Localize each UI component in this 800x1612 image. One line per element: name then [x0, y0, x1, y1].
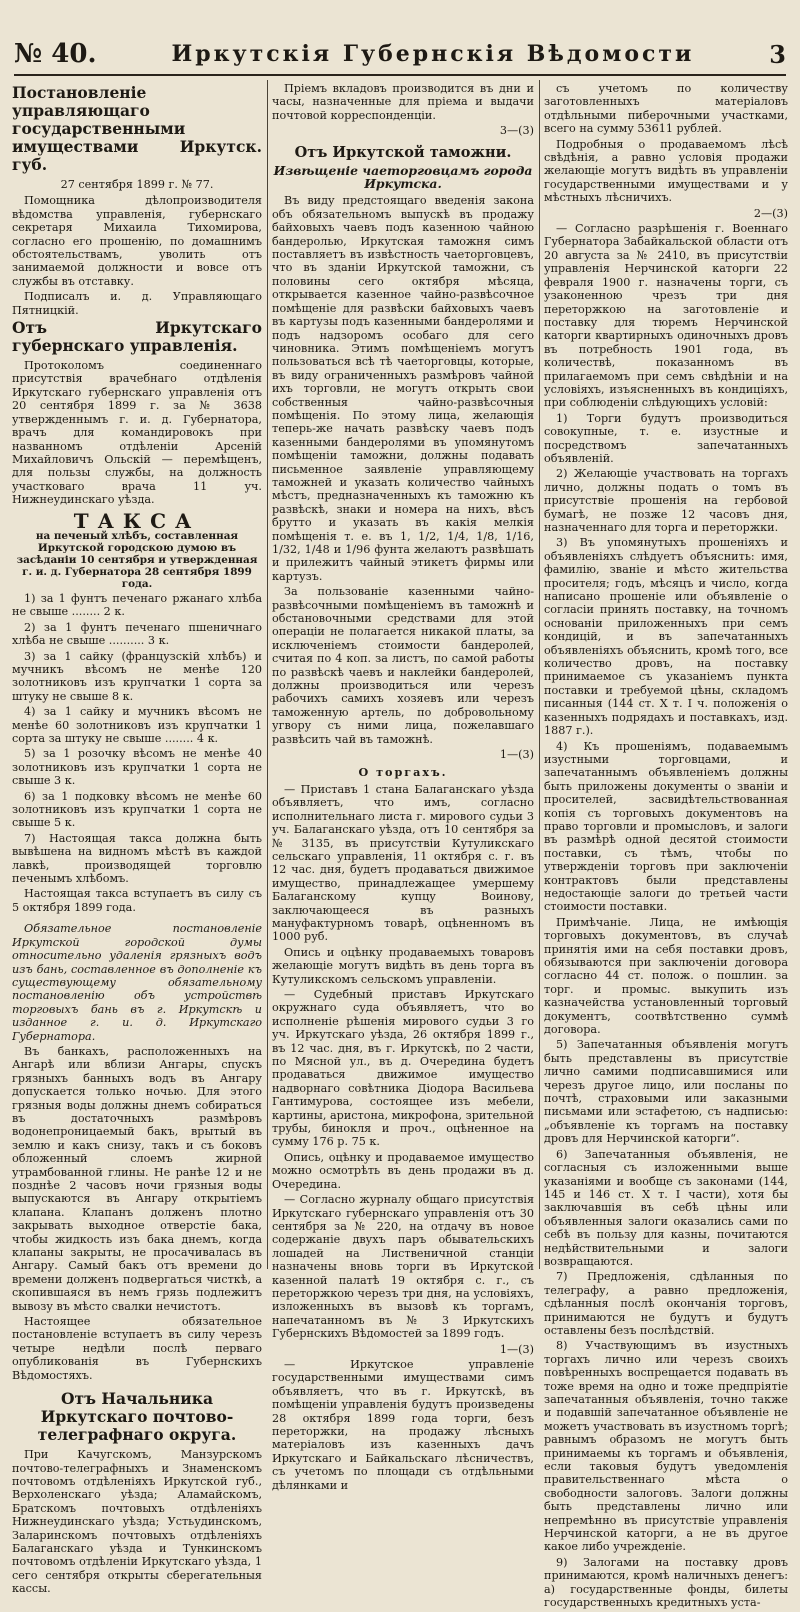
savings-intro: Пріемъ вкладовъ производится въ дни и часы, назначенные для пріема и выдачи почтовой корреспонденціи.: [272, 82, 534, 122]
condition-item: 9) Залогами на поставку дровъ принимаются, кромѣ наличныхъ денегъ: а) государственные фонды, билеты государственныхъ кредитныхъ уста-: [544, 1555, 788, 1610]
taksa-item: 5) за 1 розочку вѣсомъ не менѣе 40 золотниковъ изъ крупчатки 1 сорта не свыше 3 к.: [12, 747, 262, 788]
taksa-item: 2) за 1 фунтъ печенаго пшеничнаго хлѣба не свыше .......... 3 к.: [12, 620, 262, 648]
reference-mark: 1—(3): [499, 1342, 534, 1356]
obligatory-effective: Настоящее обязательное постановленіе вступаетъ въ силу черезъ четыре недѣли послѣ перваго опубликованія въ Губернскихъ Вѣдомостяхъ.: [12, 1315, 262, 1382]
column-divider: [539, 80, 540, 1269]
page-number: 3: [769, 39, 786, 69]
auction-notice: — Судебный приставъ Иркутскаго окружнаго суда объявляетъ, что во исполненіе рѣшенія мирового судьи 3 го уч. Иркутскаго уѣзда, 26 октября 1899 г., въ 12 час. дня, въ г. Иркутскѣ, по 2 части, по Мясной ул., въ д. Очередина будетъ продаваться движимое имущество надворнаго совѣтника Діодора Васильева Гантимурова, состоящее изъ мебели, картины, аристона, микрофона, зрительной трубы, бинокля и проч., оцѣненное на сумму 176 р. 75 к.: [272, 988, 534, 1149]
taksa-item: 7) Настоящая такса должна быть вывѣшена на видномъ мѣстѣ въ каждой лавкѣ, производящей торговлю печенымъ хлѣбомъ.: [12, 831, 262, 886]
taksa-subtitle: на печеный хлѣбъ, составленная Иркутской городскою думою въ засѣданіи 10 сентября и утвержденная г. и. д. Губернатора 28 сентября 1899 года.: [16, 529, 258, 590]
auction-notice: — Приставъ 1 стана Балаганскаго уѣзда объявляетъ, что имъ, согласно исполнительнаго листа г. мирового судьи 3 уч. Балаганскаго уѣзда, отъ 10 сентября за № 3135, въ присутствіи Кутуликскаго сельскаго управленія, 11 октября с. г. въ 12 час. дня, будетъ продаваться движимое имущество, принадлежащее умершему Балаганскому купцу Воинову, заключающееся въ разныхъ мануфактурномъ товарѣ, оцѣненномъ въ 1000 руб.: [272, 782, 534, 944]
text-paragraph: Подробныя о продаваемомъ лѣсѣ свѣдѣнія, а равно условія продажи желающіе могутъ видѣть въ управленіи государственными имуществами и у мѣстныхъ лѣсничихъ.: [544, 137, 788, 205]
taksa-effective: Настоящая такса вступаетъ въ силу съ 5 октября 1899 года.: [12, 887, 262, 914]
taksa-item: 3) за 1 сайку (французскій хлѣбъ) и мучникъ вѣсомъ не менѣе 120 золотниковъ изъ крупчатки 1 сорта за штуку не свыше 8 к.: [12, 649, 262, 703]
note-paragraph: Примѣчаніе. Лица, не имѣющія торговыхъ документовъ, въ случаѣ принятія ими на себя поставки дровъ, обязываются при заключеніи договора согласно 44 ст. полож. о пошлин. за торг. и промыс. выкупить изъ казначейства установленный торговый документъ, соотвѣтственно суммѣ договора.: [544, 915, 788, 1037]
condition-item: 8) Участвующимъ въ изустныхъ торгахъ лично или черезъ своихъ повѣренныхъ воспрещается подавать въ тоже время на одно и тоже предпріятіе запечатанныя объявленія, точно также и подавшій запечатанное объявленіе не можетъ участвовать въ изустномъ торгѣ; равнымъ образомъ не могутъ быть принимаемы къ торгамъ и объявленія, если таковыя будутъ уведомленія правительственнаго мѣста о свободности залоговъ. Залоги должны быть представлены лично или непремѣнно въ присутствіе управленія Нерчинской каторги, а не въ другое какое либо учрежденіе.: [544, 1339, 788, 1554]
condition-item: 6) Запечатанныя объявленія, не согласныя съ изложенными выше указаніями и вообще съ законами (144, 145 и 146 ст. X т. I части), хотя бы заключавшія въ себѣ цѣны или объявленныя залоги оказались сами по себѣ въ пользу для казны, почитаются недѣйствительными и залоги возвращаются.: [544, 1147, 788, 1268]
obligatory-title: Обязательное постановленіе Иркутской городской думы относительно удаленія грязныхъ водъ изъ бань, составленное въ дополненіе къ существующему обязательному постановленію объ устройствѣ торговыхъ бань въ г. Иркутскѣ и изданное г. и. д. Иркутскаго Губернатора.: [12, 922, 262, 1043]
newspaper-title: Иркутскія Губернскія Вѣдомости: [171, 41, 695, 67]
issue-number: № 40.: [14, 39, 97, 69]
condition-item: 3) Въ упомянутыхъ прошеніяхъ и объявленіяхъ слѣдуетъ объяснить: имя, фамилію, званіе и мѣсто жительства просителя; годъ, мѣсяцъ и число, когда написано прошеніе или объявленіе о согласіи принять поставку, на точномъ основаніи приложенныхъ при семъ кондицій, и въ запечатанныхъ объявленіяхъ объяснить, кромѣ того, все количество дровъ, на поставку принимаемое съ указаніемъ пункта поставки и требуемой цѣны, складомъ писанныя (144 ст. X т. I ч. положенія о казенныхъ подрядахъ и поставкахъ, изд. 1887 г.).: [544, 536, 788, 738]
column-2: [272, 82, 534, 1494]
taksa-item: 4) за 1 сайку и мучникъ вѣсомъ не менѣе 60 золотниковъ изъ крупчатки 1 сорта за штуку не свыше ........ 4 к.: [12, 705, 262, 745]
post-telegraph-body: При Качугскомъ, Манзурскомъ почтово-телеграфныхъ и Знаменскомъ почтовомъ отдѣленіяхъ Иркутской губ., Верхоленскаго уѣзда; Аламайскомъ, Братскомъ почтовыхъ отдѣленіяхъ Нижнеудинскаго уѣзда; Устьудинскомъ, Заларинскомъ почтовыхъ отдѣленіяхъ Балаганскаго уѣзда и Тункинскомъ почтовомъ отдѣленіи Иркутскаго уѣзда, 1 сего сентября открыты сберегательныя кассы.: [12, 1448, 262, 1596]
taksa-item: 1) за 1 фунтъ печенаго ржанаго хлѣба не свыше ........ 2 к.: [12, 591, 262, 619]
condition-item: 7) Предложенія, сдѣланныя по телеграфу, а равно предложенія, сдѣланныя послѣ окончанія торговъ, принимаются не будутъ и будутъ оставлены безъ послѣдствій.: [544, 1270, 788, 1337]
column-divider: [267, 80, 268, 1269]
taksa-item: 6) за 1 подковку вѣсомъ не менѣе 60 золотниковъ изъ крупчатки 1 сорта не свыше 5 к.: [12, 789, 262, 830]
text-paragraph: съ учетомъ по количеству заготовленныхъ матеріаловъ отдѣльными пиберочными участками, всего на сумму 53611 рублей.: [544, 82, 788, 136]
heading-gub-upravlenie: Отъ Иркутскаго губернскаго управленія.: [12, 318, 262, 356]
obligatory-body: Въ банкахъ, расположенныхъ на Ангарѣ или вблизи Ангары, спускъ грязныхъ банныхъ водъ въ Ангару допускается только ночью. Для этого грязныя воды должны днемъ собираться въ достаточныхъ размѣровъ водонепроницаемый бакъ, врытый въ землю и какъ снизу, такъ и съ боковъ обложенный слоемъ жирной утрамбованной глины. Не ранѣе 12 и не позднѣе 2 часовъ ночи грязныя воды выпускаются въ Ангару открытіемъ клапана. Клапанъ долженъ плотно закрывать выходное отверстіе бака, чтобы жидкость изъ бака днемъ, когда клапаны закрыты, не просачивалась въ Ангару. Самый бакъ отъ времени до времени долженъ подвергаться чисткѣ, а скопившаяся въ немъ грязь подлежитъ вывозу въ мѣсто свалки нечистотъ.: [12, 1044, 262, 1313]
heading-taksa: ТАКСА: [73, 508, 201, 533]
condition-item: 2) Желающіе участвовать на торгахъ лично, должны подать о томъ въ присутствіе прошенія на гербовой бумагѣ, не позже 12 часовъ дня, назначеннаго для торга и переторжки.: [544, 467, 788, 534]
decree-body: Помощника дѣлопроизводителя вѣдомства управленія, губернскаго секретаря Михаила Тихомирова, согласно его прошенію, по домашнимъ обстоятельствамъ, уволить отъ занимаемой должности и вовсе отъ службы въ отставку.: [12, 194, 262, 288]
condition-item: 5) Запечатанныя объявленія могутъ быть представлены въ присутствіе лично самими подписавшимися или черезъ другое лицо, или посланы по почтѣ, страховыми или заказными письмами или эстафетою, съ надписью: „объявленіе къ торгамъ на поставку дровъ для Нерчинской каторги“.: [544, 1038, 788, 1146]
heading-auctions: О торгахъ.: [358, 764, 448, 779]
gub-body: Протоколомъ соединеннаго присутствія врачебнаго отдѣленія Иркутскаго губернскаго управленія отъ 20 сентября 1899 г. за № 3638 утвержденнымъ г. и. д. Губернатора, врачъ для командировокъ при названномъ отдѣленіи Арсеній Михайловичъ Ольскій — перемѣщенъ, для пользы службы, на должность участковаго врача 11 уч. Нижнеудинскаго уѣзда.: [12, 359, 262, 507]
condition-item: 1) Торги будутъ производиться совокупные, т. е. изустные и посредствомъ запечатанныхъ объявленій.: [544, 411, 788, 465]
auction-notice: Опись, оцѣнку и продаваемое имущество можно осмотрѣть въ день продажи въ д. Очередина.: [272, 1150, 534, 1191]
column-1: [12, 82, 262, 1598]
heading-customs: Отъ Иркутской таможни.: [294, 143, 512, 161]
customs-body: Въ виду предстоящаго введенія закона объ обязательномъ выпускѣ въ продажу байховыхъ чаевъ подъ казенною чайною бандеролью, Иркутская таможня симъ поставляетъ въ извѣстность чаеторговцевъ, что въ зданіи Иркутской таможни, съ половины сего октября мѣсяца, открывается казенное чайно-развѣсочное помѣщеніе для развѣски байховыхъ чаевъ въ картузы подъ казенными бандеролями и подъ надзоромъ особаго для сего чиновника. Этимъ помѣщеніемъ могутъ пользоваться всѣ тѣ чаеторговцы, которые, въ виду ограниченныхъ размѣровъ чайной ихъ торговли, не могутъ открыть свои собственныя чайно-развѣсочныя помѣщенія. По этому лица, желающія теперь-же начать развѣску чаевъ подъ казенными бандеролями въ упомянутомъ помѣщеніи таможни, должны подавать письменное заявленіе управляющему таможней и указать количество чайныхъ мѣстъ, предназначенныхъ къ таможню къ развѣскѣ, знаки и номера на нихъ, вѣсъ брутто и указать въ какія мелкія помѣщенія т. е. въ 1, 1/2, 1/4, 1/8, 1/16, 1/32, 1/48 и 1/96 фунта желаютъ развѣшать и прилежитъ чайный этикетъ фирмы или картузъ.: [272, 194, 534, 583]
condition-item: 4) Къ прошеніямъ, подаваемымъ изустными торговцами, и запечатаннымъ объявленіемъ должны быть приложены документы о званіи и просителей, засвидѣтельствованная копія съ торговыхъ документовъ на право торговли и промысловъ, и залоги въ размѣрѣ одной десятой стоимости поставки, съ тѣмъ, чтобы по утвержденіи торговъ при заключеніи контрактовъ были представлены недостающіе залоги до третьей части стоимости поставки.: [544, 739, 788, 914]
decree-date: 27 сентября 1899 г. № 77.: [60, 178, 214, 191]
reference-mark: 2—(3): [753, 206, 788, 220]
customs-body-2: За пользованіе казенными чайно-развѣсочными помѣщеніемъ въ таможнѣ и обстановочными средствами для этой операціи не полагается никакой платы, за исключеніемъ стоимости бандеролей, считая по 4 коп. за листъ, по самой работы по развѣскѣ чаевъ и наклейки бандеролей, должны производиться или черезъ рабочихъ самихъ хозяевъ или черезъ таможенную артель, по добровольному угвору съ ними лица, пожелавшаго развѣсить чай въ таможнѣ.: [272, 585, 534, 746]
auction-notice: Опись и оцѣнку продаваемыхъ товаровъ желающіе могутъ видѣть въ день торга въ Кутуликскомъ сельскомъ управленіи.: [272, 945, 534, 986]
decree-signature: Подписалъ и. д. Управляющаго Пятницкій.: [12, 290, 262, 317]
customs-subheading: Извѣщеніе чаеторговцамъ города Иркутска.: [273, 162, 533, 192]
reference-mark: 3—(3): [499, 124, 534, 138]
text-paragraph: — Согласно разрѣшенія г. Военнаго Губернатора Забайкальской области отъ 20 августа за № 2410, въ присутствіи управленія Нерчинской каторги 22 февраля 1900 г. назначены торги, съ узаконенною чрезъ три дня переторжкою на заготовленіе и поставку для тюремъ Нерчинской каторги квартирныхъ одиночныхъ дровъ въ потребность 1901 года, въ количествѣ, показанномъ въ прилагаемомъ при семъ свѣдѣніи и на условіяхъ, изъясненныхъ въ кондиціяхъ, при соблюденіи слѣдующихъ условій:: [544, 222, 788, 410]
heading-decree: Постановленіе управляющаго государственными имуществами Иркутск. губ.: [12, 83, 262, 174]
reference-mark: 1—(3): [499, 748, 534, 762]
auction-notice: — Согласно журналу общаго присутствія Иркутскаго губернскаго управленія отъ 30 сентября за № 220, на отдачу въ новое содержаніе двухъ паръ обывательскихъ лошадей на Лиственичной станціи назначены вновь торги въ Иркутской казенной палатѣ 19 октября с. г., съ переторжкою черезъ три дня, на условіяхъ, изложенныхъ въ вызовѣ къ торгамъ, напечатанномъ въ № 3 Иркутскихъ Губернскихъ Вѣдомостей за 1899 годъ.: [272, 1193, 534, 1341]
column-3: [544, 82, 788, 1612]
page-header: [14, 34, 786, 76]
auction-notice: — Иркутское управленіе государственными имуществами симъ объявляетъ, что въ г. Иркутскѣ, въ помѣщеніи управленія будутъ произведены 28 октября 1899 года торги, безъ переторжки, на продажу лѣсныхъ матеріаловъ изъ казенныхъ дачъ Иркутскаго и Байкальскаго лѣсничествъ, съ учетомъ по площади съ отдѣльными дѣлянками и: [272, 1357, 534, 1492]
heading-post-telegraph: Отъ Начальника Иркутскаго почтово-телеграфнаго округа.: [37, 1389, 237, 1445]
